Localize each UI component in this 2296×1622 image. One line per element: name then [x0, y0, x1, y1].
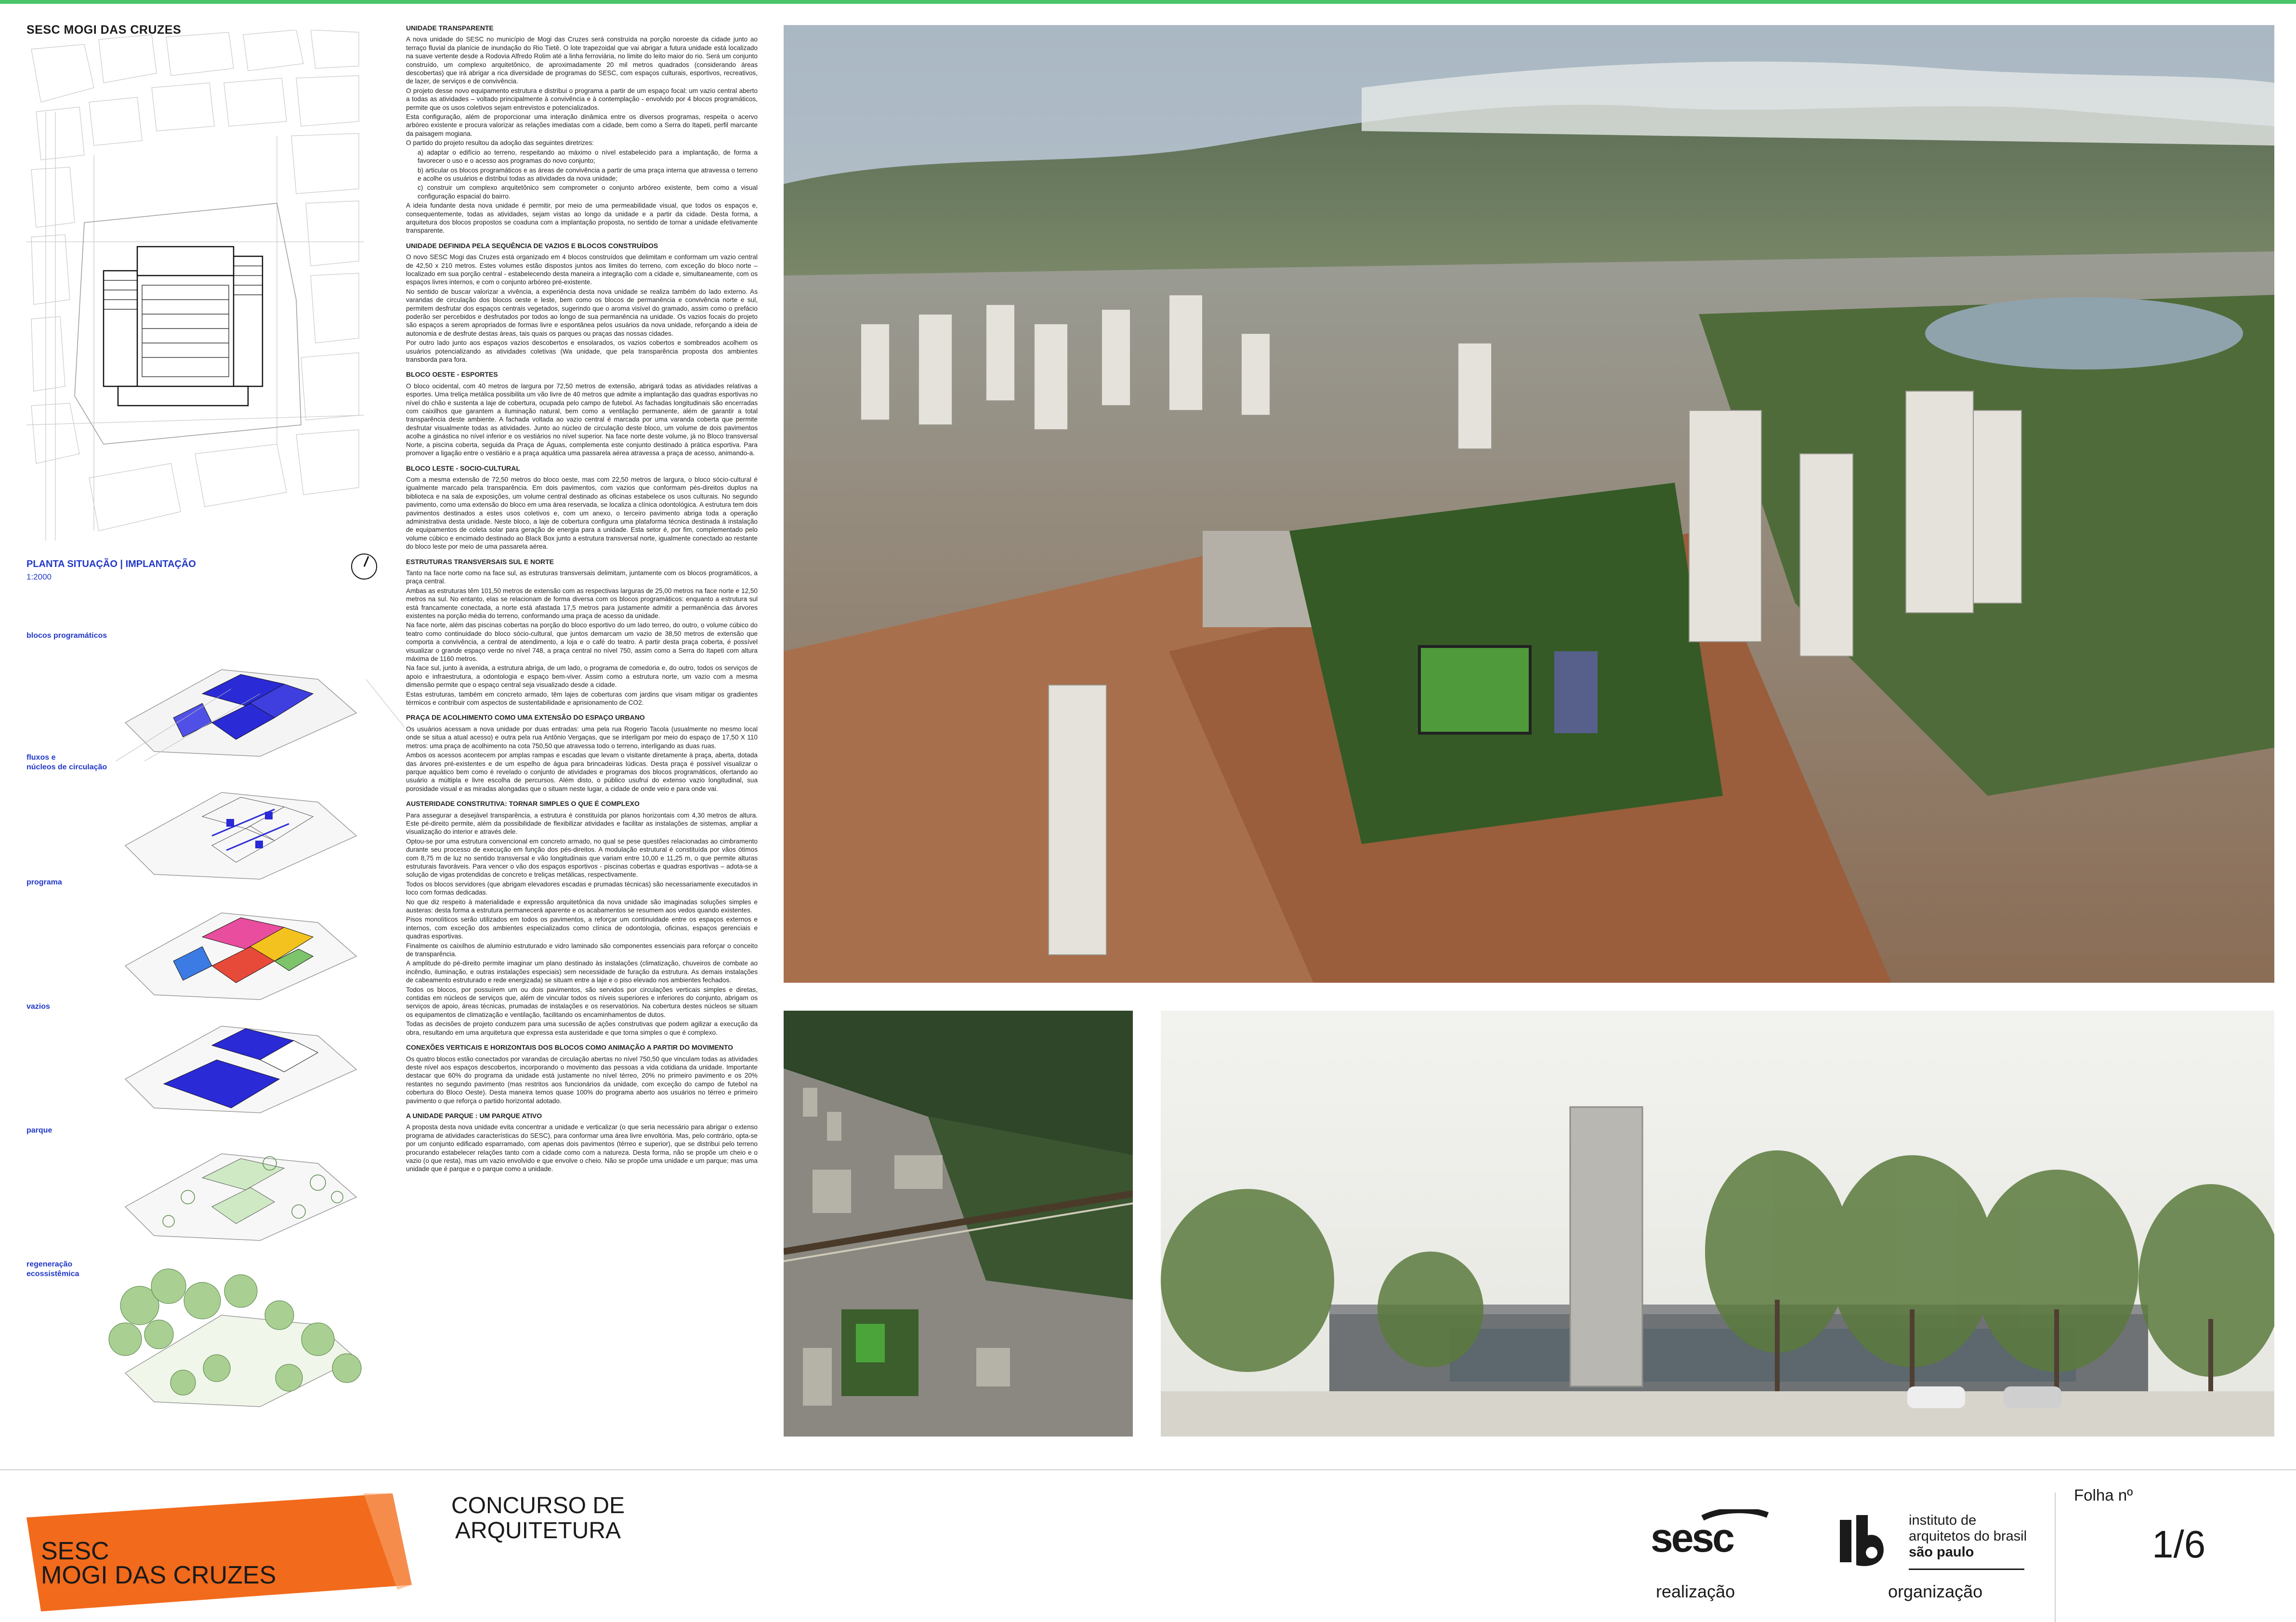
section-heading: UNIDADE DEFINIDA PELA SEQUÊNCIA DE VAZIOS E BLOCOS CONSTRUÍDOS — [406, 241, 658, 250]
memorial-text-column — [406, 24, 758, 1174]
top-accent-line — [0, 0, 2296, 4]
realization-label: realização — [1656, 1582, 1735, 1601]
paragraph: a) adaptar o edifício ao terreno, respeitando ao máximo o nível estabelecido para a implantação, de forma a favorecer o uso e o acesso aos programas do novo conjunto; — [418, 148, 758, 165]
diagram-circulation — [116, 773, 424, 884]
section-heading: PRAÇA DE ACOLHIMENTO COMO UMA EXTENSÃO DO ESPAÇO URBANO — [406, 713, 645, 722]
diagram-park — [116, 1134, 424, 1245]
sesc-logo-text: sesc — [1651, 1515, 1733, 1555]
paragraph: Com a mesma extensão de 72,50 metros do bloco oeste, mas com 22,50 metros de largura, o bloco sócio-cultural é igualmente marcado pela transparência. Em dois pavimentos, com vazios que conformam pés-direitos duplos na biblioteca e na sala de exposições, um volume central destinado as oficinas estabelece os usos culturais. No segundo pavimento, como uma extensão do bloco em uma área reservada, se localiza a clínica odontológica. A estrutura tem dois pavimentos destinados a estes usos coletivos e, com um anexo, o terceiro pavimento abriga toda a operação administrativa desta unidade. Neste bloco, a laje de cobertura configura uma plataforma técnica destinada à instalação de equipamentos de coleta solar para geração de energia para a unidade. Esta setor é, por fim, complementado pelo volume cúbico e encimado destinado ao Black Box junto a estrutura transversal norte, igualmente conectado ao restante do bloco leste por meio de uma passarela aérea. — [406, 475, 758, 551]
iab-name — [1909, 1513, 2027, 1560]
aerial-render-image — [784, 25, 2274, 983]
paragraph: A ideia fundante desta nova unidade é permitir, por meio de uma permeabilidade visual, que todos os espaços e, consequentemente, todas as atividades, sejam vistas ao longo da unidade e a partir da cidade. Desta forma, a arquitetura dos blocos propostos se coaduna com a implantação proposta, no sentido de tornar a unidade efetivamente transparente. — [406, 202, 758, 235]
paragraph: O partido do projeto resultou da adoção das seguintes diretrizes: — [406, 139, 594, 147]
section-heading: AUSTERIDADE CONSTRUTIVA: TORNAR SIMPLES O QUE É COMPLEXO — [406, 800, 640, 808]
competition-line-2: ARQUITETURA — [455, 1518, 621, 1543]
banner-text — [41, 1539, 276, 1587]
diagram-program-blocks — [116, 650, 424, 761]
paragraph: Pisos monolíticos serão utilizados em todos os pavimentos, a reforçar um continuidade entre os espaços externos e internos, com exceção dos ambientes especializados como clínica de odontologia, oficinas, espaços gerenciais e quadras esportivas. — [406, 916, 758, 940]
section-heading: CONEXÕES VERTICAIS E HORIZONTAIS DOS BLOCOS COMO ANIMAÇÃO A PARTIR DO MOVIMENTO — [406, 1043, 734, 1052]
paragraph: Todos os blocos, por possuírem um ou dois pavimentos, são servidos por circulações verticais simples e diretas, contidas em núcleos de serviços que, além de vincular todos os níveis superiores e inferiores do conjunto, abrigam os serviços de apoio, áreas técnicas, prumadas de instalações e os reservatórios. Na cobertura destes núcleos se situam os equipamentos de climatização e ventilação, facilitando os encaminhamentos de dutos. — [406, 986, 758, 1018]
section-heading: A UNIDADE PARQUE : UM PARQUE ATIVO — [406, 1111, 542, 1120]
paragraph: Na face norte, além das piscinas cobertas na porção do bloco esportivo do um lado terreo, do outro, o volume cúbico do teatro como continuidade do bloco sócio-cultural, que juntos demarcam um vazio de 38,50 metros de extensão que comporta a convivência, a central de atendimento, a loja e o café do teatro. A partir desta praça coberta, é possível visualizar o grande espaço verde no nível 748, a praça central no nível 750, assim como a Serra do Itapeti com altura máxima de 1160 metros. — [406, 621, 758, 663]
section-heading: ESTRUTURAS TRANSVERSAIS SUL E NORTE — [406, 557, 554, 566]
paragraph: No sentido de buscar valorizar a vivência, a experiência desta nova unidade se realiza também do lado externo. As varandas de circulação dos blocos oeste e leste, bem como os blocos de permanência e convivência norte e sul, permitem desfrutar dos espaços centrais vegetados, sugerindo que o aroma visível do gramado, assim como o prefácio poderão ser percebidos e desfrutados por todos ao longo de sua permanência na unidade. Os vazios focais do projeto são espaços a serem apropriados de formas livre e espontânea pelos usuários da nova unidade, reforçando a ideia de autonomia e de desfrute destas áreas, tais quais os parques ou praças das nossas cidades. — [406, 288, 758, 337]
paragraph: Na face sul, junto à avenida, a estrutura abriga, de um lado, o programa de comedoria e, do outro, todos os serviços de apoio e infraestrutura, a odontologia e espaço bem-viver. Assim como a estrutura norte, um vazio com a mesma dimensão permite que o espaço central seja visualizado desde a cidade. — [406, 664, 758, 689]
paragraph: Tanto na face norte como na face sul, as estruturas transversais delimitam, juntamente com os blocos programáticos, a praça central. — [406, 569, 758, 585]
section-heading: BLOCO LESTE - SOCIO-CULTURAL — [406, 464, 520, 472]
project-title: SESC MOGI DAS CRUZES — [26, 23, 182, 37]
paragraph: Finalmente os caixilhos de alumínio estruturado e vidro laminado são componentes essenciais para reforçar o conceito de transparência. — [406, 942, 758, 958]
site-plan-drawing — [26, 30, 364, 548]
paragraph: Todos os blocos servidores (que abrigam elevadores escadas e prumadas técnicas) são necessariamente executados in loco com formas dedicadas. — [406, 880, 758, 897]
site-plan-scale: 1:2000 — [26, 572, 52, 581]
diagram-voids — [116, 1007, 424, 1118]
diagram-label-blocks: blocos programáticos — [26, 632, 107, 640]
iab-logo — [1837, 1511, 1885, 1569]
paragraph: Ambas as estruturas têm 101,50 metros de extensão com as respectivas larguras de 25,00 metros na face norte e 12,50 metros na sul. No entanto, elas se relacionam de forma diversa com os blocos programáticos: enquanto a estrutura sul está francamente conectada, a norte está afastada 17,5 metros para justamente admitir a permanência das árvores existentes na porção média do terreno, conformando uma praça de acesso da unidade. — [406, 587, 758, 620]
iab-underline — [1909, 1569, 2024, 1570]
paragraph: Por outro lado junto aos espaços vazios descobertos e ensolarados, os vazios cobertos e sombreados acolhem os usuários potencializando as atividades coletivas (Wa unidade, que pela transparência proposta dos ambientes transborda para fora. — [406, 339, 758, 364]
iab-line-2: arquitetos do brasil — [1909, 1529, 2027, 1544]
diagram-label-program: programa — [26, 878, 62, 886]
site-plan-label: PLANTA SITUAÇÃO | IMPLANTAÇÃO — [26, 559, 196, 569]
paragraph: O projeto desse novo equipamento estrutura e distribui o programa a partir de um espaço focal: um vazio central aberto a todas as atividades – voltado principalmente à convivência e à contemplação - envolvido por 4 blocos programáticos, permite que os usos coletivos sejam entrevistos e potencializados. — [406, 87, 758, 111]
iab-line-1: instituto de — [1909, 1513, 1977, 1528]
paragraph: O bloco ocidental, com 40 metros de largura por 72,50 metros de extensão, abrigará todas as atividades relativas a esportes. Uma treliça metálica possibilita um vão livre de 40 metros que admite a implantação das quadras esportivas no nível do chão e sustenta a laje de cobertura, ocupada pelo campo de futebol. As fachadas longitudinais são encerradas com caixilhos que garantem a iluminação natural, bem como a ventilação permanente, além de garantir a total transparência deste ambiente. A fachada voltada ao vazio central é marcada por uma varanda coberta que permite desfrutar visualmente todas as atividades. Junto ao núcleo de circulação deste bloco, um volume de dois pavimentos acolhe a ginástica no nível inferior e os vestiários no nível superior. Na face norte deste volume, já no Bloco transversal Norte, a piscina coberta, seguida da Praça de Águas, complementa este conjunto destinado à prática esportiva. Para promover a ligação entre o vestiário e a praça aquática uma passarela aérea atravessa a praça de acesso, animando-a. — [406, 382, 758, 457]
paragraph: c) construir um complexo arquitetônico sem comprometer o conjunto arbóreo existente, bem como a visual configuração espacial do bairro. — [418, 184, 758, 200]
section-heading: BLOCO OESTE - ESPORTES — [406, 370, 498, 379]
diagram-label-regeneration: regeneração ecossistêmica — [26, 1260, 79, 1278]
paragraph: O novo SESC Mogi das Cruzes está organizado em 4 blocos construídos que delimitam e conformam um vazio central de 42,50 x 210 metros. Estes volumes estão dispostos juntos aos limites do terreno, com exceção do bloco norte – localizado em sua porção central - estabelecendo desta maneira a integração com a cidade e, simultaneamente, com os espaços livres internos, e com o conjunto arbóreo pré-existente. — [406, 253, 758, 286]
paragraph: A proposta desta nova unidade evita concentrar a unidade e verticalizar (o que seria necessário para abrigar o extenso programa de atividades características do SESC), para conformar uma área livre envoltória. Mas, pelo contrário, opta-se por um conjunto edificado esparramado, com apenas dois pavimentos (térreo e superior), que se distribui pelo terreno procurando estabelecer relações tanto com a cidade como com a natureza. Desta forma, não se propõe um cheio e o vazio (o que resta), mas um vazio envolvido e que envolve o cheio. Não se propõe uma unidade e um parque; mas uma unidade que é parque e o parque como a unidade. — [406, 1123, 758, 1173]
section-heading: UNIDADE TRANSPARENTE — [406, 24, 494, 32]
diagram-label-park: parque — [26, 1126, 52, 1134]
satellite-image — [784, 1011, 1133, 1437]
organization-label: organização — [1888, 1582, 1983, 1601]
north-arrow-icon — [350, 553, 378, 580]
paragraph: Para assegurar a desejável transparência, a estrutura é constituída por planos horizontais com 4,30 metros de altura. Este pé-direito permite, além da possibilidade de flexibilizar atividades e facilitar as instalações de sistemas, ampliar a visualização do interior e através dele. — [406, 811, 758, 836]
project-banner — [26, 1493, 412, 1611]
paragraph: Os usuários acessam a nova unidade por duas entradas: uma pela rua Rogerio Tacola (usualmente no mesmo local onde se situa a atual acesso) e outra pela rua Antônio Vergaças, que se interligam por meio do espaço de 17,50 X 110 metros: uma praça de acolhimento na cota 750,50 que atravessa todo o terreno, interligando as duas ruas. — [406, 725, 758, 750]
competition-title — [451, 1493, 625, 1543]
paragraph: Optou-se por uma estrutura convencional em concreto armado, no qual se pese questões relacionadas ao cimbramento durante seu processo de execução em função dos pés-direitos. A modulação estrutural é constituída por vãos ótimos com 8,75 m de luz no sentido transversal e vão longitudinais que variam entre 10,00 e 11,25 m, o que permite alturas estruturais favoráveis. Para vencer o vão dos espaços esportivos - piscinas cobertas e quadras esportivas – adota-se a solução de vigas protendidas de concreto e treliças metálicas, respectivamente. — [406, 837, 758, 879]
paragraph: Esta configuração, além de proporcionar uma interação dinâmica entre os diversos programas, respeita o acervo arbóreo existente e procura valorizar as relações imediatas com a cidade, bem como a Serra do Itapeti, perfil marcante da paisagem mogiana. — [406, 113, 758, 137]
paragraph: Os quatro blocos estão conectados por varandas de circulação abertas no nível 750,50 que vinculam todas as atividades deste nível aos espaços descobertos, incorporando o movimento das pessoas a vida cotidiana da unidade. Importante destacar que 60% do programa da unidade está justamente no nível térreo, 20% no primeiro pavimento e os 20% restantes no segundo pavimento (mas restritos aos funcionários da unidade, com exceção do campo de futebol na cobertura do Bloco Oeste). Desta maneira temos quase 100% do programa aberto aos usuários no térreo e primeiro pavimento o que reforça o partido horizontal adotado. — [406, 1055, 758, 1105]
paragraph: Ambos os acessos acontecem por amplas rampas e escadas que levam o visitante diretamente à praça, aberta, dotada das árvores pré-existentes e de um espelho de água para brincadeiras lúdicas. Desta praça é possível visualizar o parque aquático bem como é revelado o conjunto de atividades e programas dos blocos programáticos, ofertando ao usuário a múltipla e livre escolha de percursos. Além disto, o público usufrui do extenso vazio longitudinal, sua porosidade visual e as miradas alongadas que o situam neste lugar, a cidade de onde veio e para onde vai. — [406, 752, 758, 792]
iab-line-3: são paulo — [1909, 1544, 1974, 1560]
diagram-regeneration — [96, 1257, 405, 1416]
paragraph: Estas estruturas, também em concreto armado, têm lajes de coberturas com jardins que visam mitigar os gradientes térmicos e contribuir com aspectos de sustentabilidade e aprisionamento de CO2. — [406, 690, 758, 707]
footer-sheet-divider — [2055, 1492, 2056, 1622]
sheet-number: 1/6 — [2152, 1523, 2206, 1566]
footer-divider — [0, 1469, 2296, 1470]
paragraph: No que diz respeito à materialidade e expressão arquitetônica da nova unidade são imaginadas soluções simples e austeras: desta forma a estrutura permanecerá aparente e os acabamentos se resumem aos vedos quando existentes. — [406, 898, 758, 914]
diagram-label-flows: fluxos e núcleos de circulação — [26, 753, 107, 771]
paragraph: A nova unidade do SESC no município de Mogi das Cruzes será construída na porção noroeste da cidade junto ao terraço fluvial da planície de inundação do Rio Tietê. O lote trapezoidal que vai abrigar a futura unidade está localizado na suave vertente desde a Rodovia Alfredo Rolim até a linha ferroviária, no limite do leito maior do rio. Será um conjunto construído, um complexo arquitetônico, de aproximadamente 20 mil metros quadrados (considerando áreas descobertas) que irá abrigar a rica diversidade de programas do SESC, com espaços culturais, esportivos, recreativos, de lazer, de serviços e de convivência. — [406, 36, 758, 85]
paragraph: Todas as decisões de projeto conduzem para uma sucessão de ações construtivas que podem agilizar a execução da obra, resultando em uma arquitetura que expressa esta austeridade e que torna simples o que é complexo. — [406, 1020, 758, 1036]
banner-line-1: SESC — [41, 1537, 109, 1565]
street-render-image — [1161, 1011, 2274, 1437]
sheet-label: Folha nº — [2074, 1486, 2133, 1504]
paragraph: b) articular os blocos programáticos e as áreas de convivência a partir de uma praça interna que atravessa o terreno e acolhe os usuários e distribui todas as atividades da nova unidade; — [418, 166, 758, 182]
competition-line-1: CONCURSO DE — [451, 1493, 625, 1518]
diagram-label-voids: vazios — [26, 1002, 50, 1011]
banner-line-2: MOGI DAS CRUZES — [41, 1561, 276, 1589]
sesc-logo — [1650, 1509, 1771, 1555]
diagram-program — [116, 894, 424, 1004]
paragraph: A amplitude do pé-direito permite imaginar um plano destinado às instalações (climatização, chuveiros de combate ao incêndio, iluminação, e outras instalações especiais) sem necessidade de furação da estrutura. As demais instalações de cabeamento estruturado e rede energizada) se situam entre a laje e o piso elevado nos ambientes fechados. — [406, 960, 758, 984]
